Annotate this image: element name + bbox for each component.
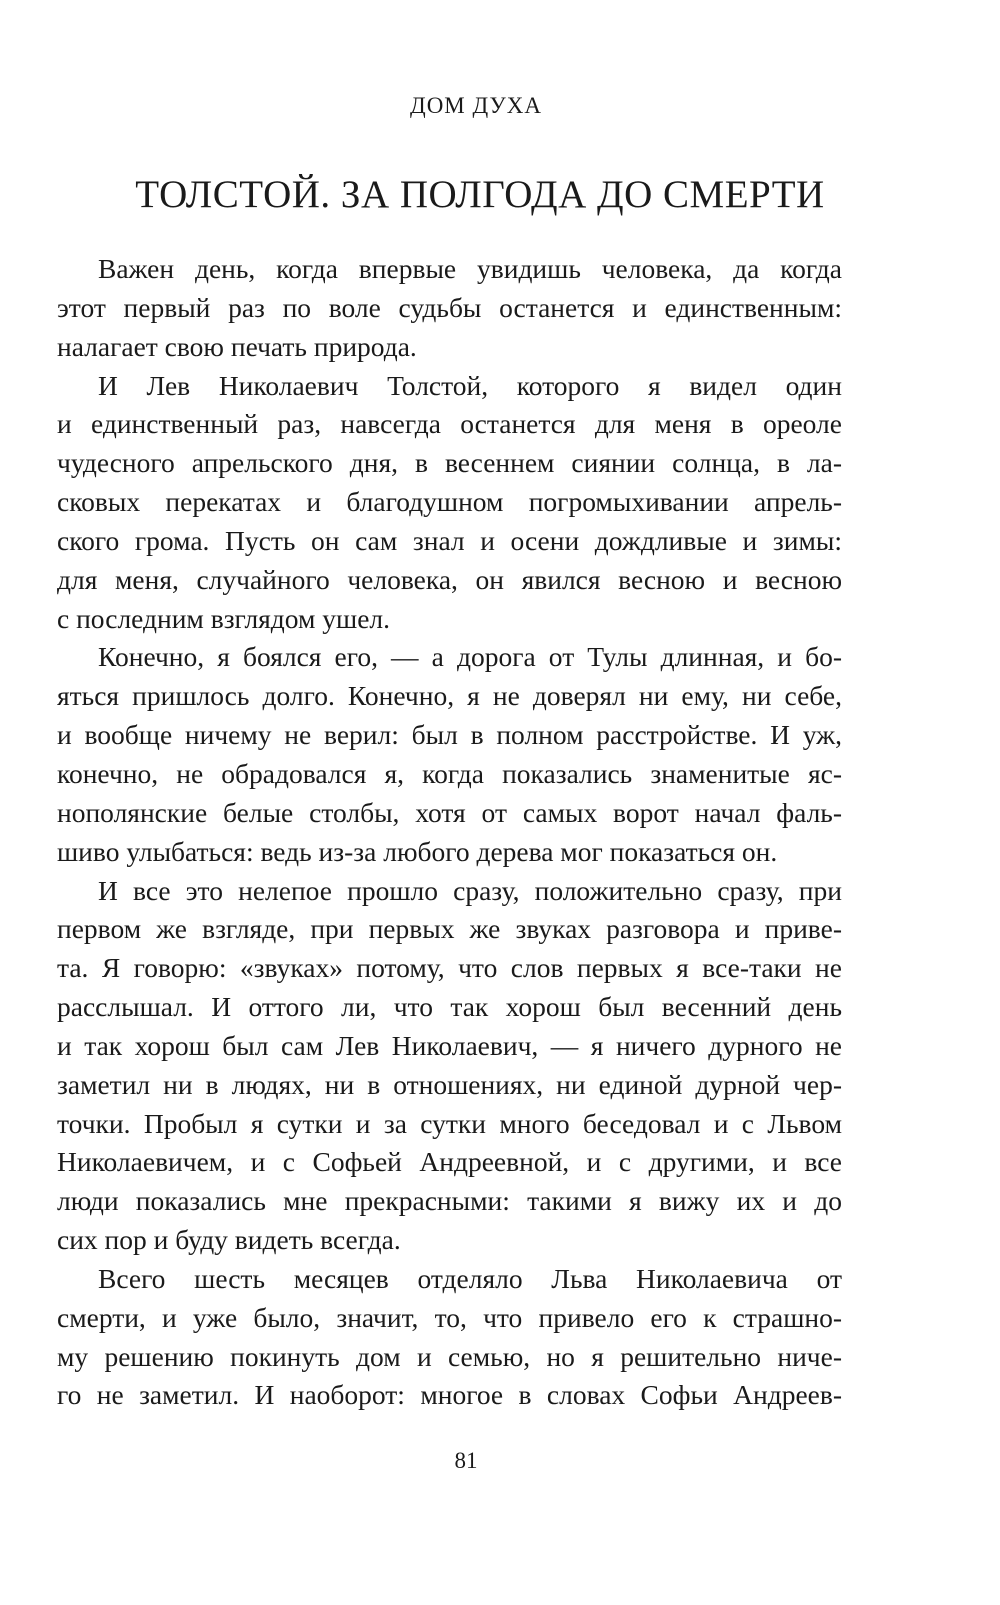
text-line: яться пришлось долго. Конечно, я не доверял ни ему, ни себе, xyxy=(57,680,842,712)
page-number-text: 81 xyxy=(454,1448,478,1473)
text-line: сих пор и буду видеть всегда. xyxy=(57,1224,401,1256)
text-line: заметил ни в людях, ни в отношениях, ни единой дурной чер- xyxy=(57,1068,842,1100)
text-line: Важен день, когда впервые увидишь человека, да когда xyxy=(98,253,842,284)
text-line: этот первый раз по воле судьбы останется и единственным: xyxy=(57,291,842,323)
text-line: И Лев Николаевич Толстой, которого я видел один xyxy=(98,369,842,401)
page-number xyxy=(0,1448,1000,1474)
chapter-title-text: ТОЛСТОЙ. ЗА ПОЛГОДА ДО СМЕРТИ xyxy=(135,173,825,216)
text-line: с последним взглядом ушел. xyxy=(57,602,391,634)
text-line: нополянские белые столбы, хотя от самых ворот начал фаль- xyxy=(57,796,842,828)
text-line: Николаевичем, и с Софьей Андреевной, и с другими, и все xyxy=(57,1146,842,1178)
text-line: расслышал. И оттого ли, что так хорош был весенний день xyxy=(57,991,842,1023)
text-line: ского грома. Пусть он сам знал и осени дождливые и зимы: xyxy=(57,524,842,556)
chapter-title xyxy=(0,172,1000,217)
text-line: и единственный раз, навсегда останется для меня в ореоле xyxy=(57,408,842,440)
text-line: Всего шесть месяцев отделяло Льва Николаевича от xyxy=(98,1262,842,1294)
text-line: для меня, случайного человека, он явился весною и весною xyxy=(57,563,842,595)
running-head-text: ДОМ ДУХА xyxy=(410,93,542,118)
text-line: го не заметил. И наоборот: многое в словах Софьи Андреев- xyxy=(57,1379,842,1411)
text-line: точки. Пробыл я сутки и за сутки много беседовал и с Львом xyxy=(57,1107,842,1139)
text-line: первом же взгляде, при первых же звуках разговора и приве- xyxy=(57,913,842,945)
text-line: Конечно, я боялся его, — а дорога от Тулы длинная, и бо- xyxy=(98,641,842,673)
text-line: конечно, не обрадовался я, когда показались знаменитые яс- xyxy=(57,757,842,789)
text-line: сковых перекатах и благодушном погромыхивании апрель- xyxy=(57,486,842,518)
text-line: та. Я говорю: «звуках» потому, что слов первых я все-таки не xyxy=(57,952,842,984)
text-line: и вообще ничему не верил: был в полном расстройстве. И уж, xyxy=(57,719,842,751)
running-head xyxy=(0,93,1000,119)
body-text xyxy=(57,250,842,1415)
text-line: шиво улыбаться: ведь из-за любого дерева мог показаться он. xyxy=(57,835,778,867)
text-line: смерти, и уже было, значит, то, что привело его к страшно- xyxy=(57,1301,842,1333)
text-line: налагает свою печать природа. xyxy=(57,330,417,362)
text-line: И все это нелепое прошло сразу, положительно сразу, при xyxy=(98,874,842,906)
text-line: му решению покинуть дом и семью, но я решительно ниче- xyxy=(57,1340,842,1372)
text-line: чудесного апрельского дня, в весеннем сиянии солнца, в ла- xyxy=(57,447,842,479)
text-line: люди показались мне прекрасными: такими я вижу их и до xyxy=(57,1185,842,1217)
text-line: и так хорош был сам Лев Николаевич, — я ничего дурного не xyxy=(57,1029,842,1061)
